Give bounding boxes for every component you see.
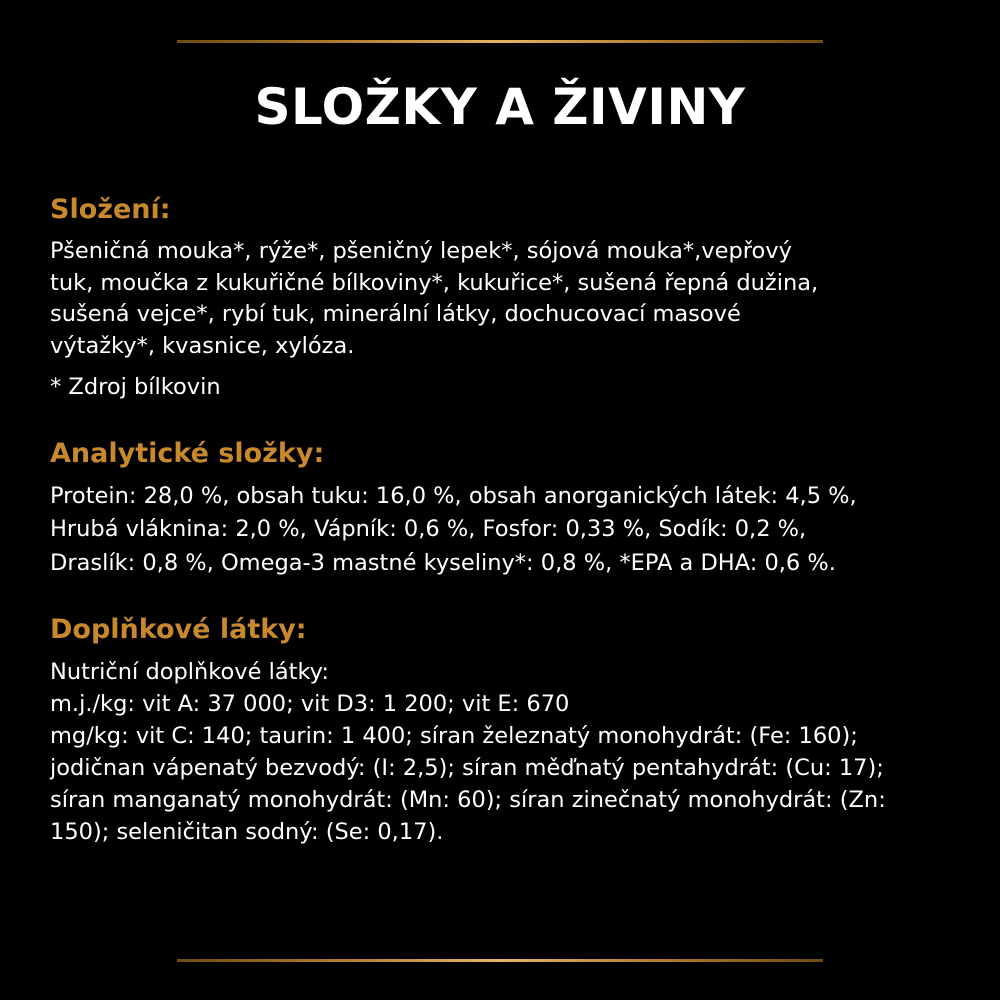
nutrition-content xyxy=(50,190,960,848)
analytical-line: Hrubá vláknina: 2,0 %, Vápník: 0,6 %, Fosfor: 0,33 %, Sodík: 0,2 %, xyxy=(50,516,807,542)
composition-line: Pšeničná mouka*, rýže*, pšeničný lepek*, sójová mouka*,vepřový xyxy=(50,238,792,264)
page-title: SLOŽKY A ŽIVINY xyxy=(254,78,746,136)
analytical-line: Draslík: 0,8 %, Omega-3 mastné kyseliny*: 0,8 %, *EPA a DHA: 0,6 %. xyxy=(50,549,836,576)
composition-heading: Složení: xyxy=(50,194,171,225)
additives-line: Nutriční doplňkové látky: xyxy=(50,659,329,685)
bottom-gold-divider xyxy=(177,959,823,962)
additives-line: síran manganatý monohydrát: (Mn: 60); síran zinečnatý monohydrát: (Zn: xyxy=(50,787,886,813)
analytical-line: Protein: 28,0 %, obsah tuku: 16,0 %, obsah anorganických látek: 4,5 %, xyxy=(50,482,857,509)
composition-line: sušená vejce*, rybí tuk, minerální látky, dochucovací masové xyxy=(50,301,741,327)
top-gold-divider xyxy=(177,40,823,43)
composition-line: tuk, moučka z kukuřičné bílkoviny*, kukuřice*, sušená řepná dužina, xyxy=(50,269,819,296)
analytical-text xyxy=(50,480,960,581)
analytical-heading: Analytické složky: xyxy=(50,437,325,469)
composition-text xyxy=(50,236,960,362)
additives-line: m.j./kg: vit A: 37 000; vit D3: 1 200; vit E: 670 xyxy=(50,691,570,717)
additives-line: jodičnan vápenatý bezvodý: (I: 2,5); síran měďnatý pentahydrát: (Cu: 17); xyxy=(50,755,884,781)
protein-source-footnote: * Zdroj bílkovin xyxy=(50,374,221,400)
additives-line: 150); seleničitan sodný: (Se: 0,17). xyxy=(50,819,444,845)
composition-line: výtažky*, kvasnice, xylóza. xyxy=(50,332,355,359)
additives-heading: Doplňkové látky: xyxy=(50,614,307,645)
additives-line: mg/kg: vit C: 140; taurin: 1 400; síran železnatý monohydrát: (Fe: 160); xyxy=(50,723,858,749)
additives-text xyxy=(50,656,960,848)
